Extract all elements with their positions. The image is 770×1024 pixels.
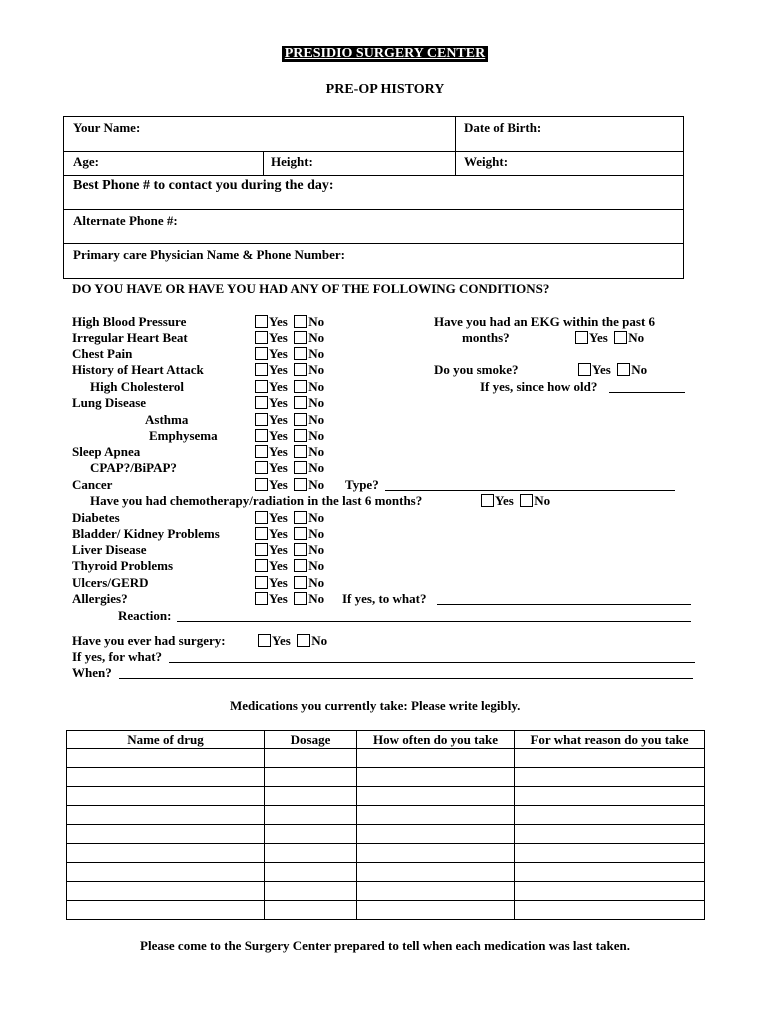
table-row (67, 825, 705, 844)
yes-checkbox[interactable] (255, 363, 268, 376)
smoke-age-input[interactable] (609, 380, 685, 393)
no-checkbox[interactable] (294, 576, 307, 589)
dob-field[interactable]: Date of Birth: (464, 120, 542, 135)
no-checkbox[interactable] (294, 461, 307, 474)
smoke-yes-no: Yes No (578, 362, 647, 378)
no-checkbox[interactable] (294, 445, 307, 458)
condition-label: Liver Disease (72, 542, 147, 557)
yes-no-options: Yes No (255, 542, 324, 558)
condition-label: Bladder/ Kidney Problems (72, 526, 220, 541)
no-checkbox[interactable] (614, 331, 627, 344)
medications-table (66, 730, 705, 920)
yes-checkbox[interactable] (578, 363, 591, 376)
yes-checkbox[interactable] (255, 380, 268, 393)
yes-no-options: Yes No (255, 330, 324, 346)
table-row (67, 844, 705, 863)
cancer-type-label: Type? (345, 477, 379, 492)
chemo-yes-no: Yes No (481, 493, 550, 509)
no-checkbox[interactable] (294, 559, 307, 572)
header (0, 0, 770, 62)
weight-field[interactable]: Weight: (464, 154, 509, 169)
condition-label: Thyroid Problems (72, 558, 174, 573)
condition-label: Chest Pain (72, 346, 133, 361)
yes-checkbox[interactable] (258, 634, 271, 647)
condition-label: Emphysema (149, 428, 218, 443)
condition-label: Ulcers/GERD (72, 575, 149, 590)
table-row (67, 787, 705, 806)
yes-no-options: Yes No (255, 346, 324, 362)
name-field[interactable]: Your Name: (73, 120, 141, 135)
yes-checkbox[interactable] (255, 576, 268, 589)
yes-checkbox[interactable] (255, 559, 268, 572)
smoke-question: Do you smoke? (434, 362, 519, 377)
no-checkbox[interactable] (294, 331, 307, 344)
yes-checkbox[interactable] (255, 592, 268, 605)
yes-checkbox[interactable] (255, 461, 268, 474)
yes-checkbox[interactable] (255, 527, 268, 540)
smoke-followup: If yes, since how old? (480, 379, 598, 394)
no-checkbox[interactable] (294, 592, 307, 605)
medications-footer: Please come to the Surgery Center prepared to tell when each medication was last taken. (140, 938, 630, 953)
condition-label: High Cholesterol (90, 379, 185, 394)
yes-checkbox[interactable] (575, 331, 588, 344)
condition-label: History of Heart Attack (72, 362, 204, 377)
yes-checkbox[interactable] (255, 331, 268, 344)
col-reason: For what reason do you take (515, 731, 705, 749)
yes-no-options: Yes No (255, 379, 324, 395)
table-row (67, 806, 705, 825)
alt-phone-field[interactable]: Alternate Phone #: (73, 213, 178, 228)
condition-label: Allergies? (72, 591, 128, 606)
no-checkbox[interactable] (294, 429, 307, 442)
height-field[interactable]: Height: (271, 154, 313, 169)
condition-label: CPAP?/BiPAP? (90, 460, 177, 475)
no-checkbox[interactable] (294, 413, 307, 426)
surgery-when-input[interactable] (119, 666, 693, 679)
yes-checkbox[interactable] (255, 543, 268, 556)
ekg-question-line1: Have you had an EKG within the past 6 (434, 314, 656, 329)
condition-label: Irregular Heart Beat (72, 330, 188, 345)
yes-checkbox[interactable] (481, 494, 494, 507)
surgery-what-label: If yes, for what? (72, 649, 163, 664)
yes-no-options: Yes No (255, 428, 324, 444)
yes-checkbox[interactable] (255, 347, 268, 360)
yes-checkbox[interactable] (255, 396, 268, 409)
ekg-question-line2: months? (462, 330, 510, 345)
condition-label: Sleep Apnea (72, 444, 141, 459)
yes-no-options: Yes No (255, 314, 324, 330)
condition-label: Lung Disease (72, 395, 147, 410)
patient-info-box (63, 116, 684, 279)
condition-label: Asthma (145, 412, 189, 427)
yes-no-options: Yes No (255, 362, 324, 378)
yes-checkbox[interactable] (255, 445, 268, 458)
yes-checkbox[interactable] (255, 478, 268, 491)
chemo-question: Have you had chemotherapy/radiation in the last 6 months? (90, 493, 423, 508)
reaction-label: Reaction: (118, 608, 172, 623)
no-checkbox[interactable] (294, 527, 307, 540)
reaction-input[interactable] (177, 609, 691, 622)
no-checkbox[interactable] (294, 315, 307, 328)
allergy-followup-label: If yes, to what? (342, 591, 427, 606)
no-checkbox[interactable] (520, 494, 533, 507)
no-checkbox[interactable] (294, 511, 307, 524)
yes-no-options: Yes No (255, 575, 324, 591)
col-name-of-drug: Name of drug (67, 731, 265, 749)
yes-no-options: Yes No (255, 412, 324, 428)
table-row (67, 863, 705, 882)
yes-no-options: Yes No (255, 395, 324, 411)
form-title: PRE-OP HISTORY (325, 82, 445, 97)
condition-label: Diabetes (72, 510, 120, 525)
no-checkbox[interactable] (294, 543, 307, 556)
best-phone-field[interactable]: Best Phone # to contact you during the day: (73, 178, 334, 193)
table-header-row (67, 731, 705, 749)
physician-field[interactable]: Primary care Physician Name & Phone Number: (73, 247, 345, 262)
yes-no-options: Yes No (255, 510, 324, 526)
surgery-yes-no: Yes No (258, 633, 327, 649)
yes-checkbox[interactable] (255, 429, 268, 442)
table-row (67, 749, 705, 768)
no-checkbox[interactable] (294, 380, 307, 393)
surgery-question: Have you ever had surgery: (72, 633, 226, 648)
table-row (67, 882, 705, 901)
yes-no-options: Yes No (255, 460, 324, 476)
yes-checkbox[interactable] (255, 511, 268, 524)
cancer-type-input[interactable] (385, 478, 675, 491)
no-checkbox[interactable] (294, 347, 307, 360)
yes-checkbox[interactable] (255, 413, 268, 426)
yes-no-options: Yes No (255, 444, 324, 460)
table-row (67, 768, 705, 787)
no-checkbox[interactable] (294, 363, 307, 376)
condition-label: Cancer (72, 477, 113, 492)
no-checkbox[interactable] (294, 396, 307, 409)
no-checkbox[interactable] (297, 634, 310, 647)
allergy-input[interactable] (437, 592, 691, 605)
yes-no-options: Yes No (255, 591, 324, 607)
ekg-yes-no: Yes No (575, 330, 644, 346)
col-dosage: Dosage (265, 731, 357, 749)
yes-checkbox[interactable] (255, 315, 268, 328)
yes-no-options: Yes No (255, 477, 324, 493)
table-row (67, 901, 705, 920)
no-checkbox[interactable] (617, 363, 630, 376)
org-name: PRESIDIO SURGERY CENTER (282, 46, 488, 62)
surgery-when-label: When? (72, 665, 112, 680)
col-frequency: How often do you take (357, 731, 515, 749)
no-checkbox[interactable] (294, 478, 307, 491)
conditions-heading: DO YOU HAVE OR HAVE YOU HAD ANY OF THE FOLLOWING CONDITIONS? (72, 281, 550, 296)
age-field[interactable]: Age: (73, 154, 99, 169)
yes-no-options: Yes No (255, 526, 324, 542)
surgery-what-input[interactable] (169, 650, 695, 663)
condition-label: High Blood Pressure (72, 314, 187, 329)
yes-no-options: Yes No (255, 558, 324, 574)
medications-intro: Medications you currently take: Please write legibly. (230, 698, 521, 713)
